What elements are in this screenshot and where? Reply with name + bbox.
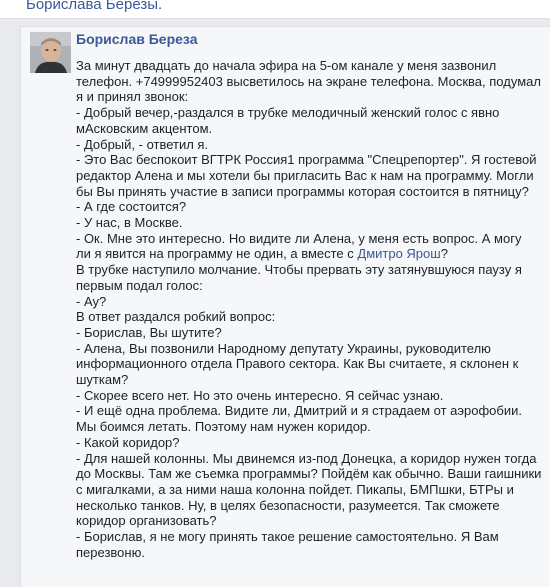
post-line: - Скорее всего нет. Но это очень интересно. Я сейчас узнаю. bbox=[76, 387, 444, 403]
post-line: - Добрый, - ответил я. bbox=[76, 136, 209, 152]
post-line: В трубке наступило молчание. Чтобы прервать эту затянувшуюся паузу я bbox=[76, 262, 522, 278]
post-line-suffix: ? bbox=[440, 246, 448, 262]
post-line: - А где состоится? bbox=[76, 199, 187, 215]
page-header-strip bbox=[0, 0, 550, 19]
post-line: - Алена, Вы позвонили Народному депутату Украины, руководителю bbox=[76, 340, 491, 356]
post-line-with-mention bbox=[76, 246, 548, 262]
page-owner-link[interactable]: Борислава Березы. bbox=[26, 0, 163, 13]
post-line: - У нас, в Москве. bbox=[76, 215, 183, 231]
mention-link[interactable]: Дмитро Ярош bbox=[357, 246, 441, 262]
post-line: несколько танков. Ну, в целях безопасности, разумеется. Так сможете bbox=[76, 497, 500, 513]
post-line: мАсковским акцентом. bbox=[76, 120, 213, 136]
post-line: - Ок. Мне это интересно. Но видите ли Алена, у меня есть вопрос. А могу bbox=[76, 230, 522, 246]
post-line: редактор Алена и мы хотели бы пригласить Вас к нам на программу. Могли bbox=[76, 167, 534, 183]
post-line: шуткам? bbox=[76, 372, 129, 388]
post-line: до Москвы. Там же съемка программы? Пойдём как обычно. Ваши гаишники bbox=[76, 466, 542, 482]
avatar[interactable] bbox=[30, 32, 71, 73]
post-line: с мигалками, а за ними наша колонна пойдет. Пикапы, БМПшки, БТРы и bbox=[76, 481, 514, 497]
post-line: - Это Вас беспокоит ВГТРК Россия1 программа "Спецрепортер". Я гостевой bbox=[76, 152, 537, 168]
post-line: Мы боимся летать. Поэтому нам нужен коридор. bbox=[76, 419, 371, 435]
post-line: я и принял звонок: bbox=[76, 89, 189, 105]
post-line: - Борислав, я не могу принять такое решение самостоятельно. Я Вам bbox=[76, 529, 499, 545]
post-line: В ответ раздался робкий вопрос: bbox=[76, 309, 276, 325]
post-line: перезвоню. bbox=[76, 544, 145, 560]
post-line: За минут двадцать до начала эфира на 5-ом канале у меня зазвонил bbox=[76, 58, 497, 73]
post-line: - Добрый вечер,-раздался в трубке мелодичный женский голос с явно bbox=[76, 105, 500, 121]
post-line: - Борислав, Вы шутите? bbox=[76, 324, 222, 340]
post-line: - Какой коридор? bbox=[76, 434, 180, 450]
post-line: информационного отдела Правого сектора. Как Вы считаете, я склонен к bbox=[76, 356, 519, 372]
post-text bbox=[76, 58, 548, 561]
post-line: - И ещё одна проблема. Видите ли, Дмитрий и я страдаем от аэрофобии. bbox=[76, 403, 522, 419]
post-line: телефон. +74999952403 высветилось на экране телефона. Москва, подумал bbox=[76, 73, 541, 89]
post-line: - Для нашей колонны. Мы двинемся из-под Донецка, а коридор нужен тогда bbox=[76, 450, 537, 466]
post-line: бы Вы принять участие в записи программы которая состоится в пятницу? bbox=[76, 183, 529, 199]
post-line-text: ли я явится на программу не один, а вместе с bbox=[76, 246, 358, 262]
post-line: первым подал голос: bbox=[76, 277, 203, 293]
post-card bbox=[20, 26, 550, 587]
profile-photo-icon bbox=[30, 32, 71, 73]
post-line: коридор организовать? bbox=[76, 513, 217, 529]
post-line: - Ау? bbox=[76, 293, 107, 309]
post-author-name[interactable]: Борислав Береза bbox=[76, 31, 198, 47]
